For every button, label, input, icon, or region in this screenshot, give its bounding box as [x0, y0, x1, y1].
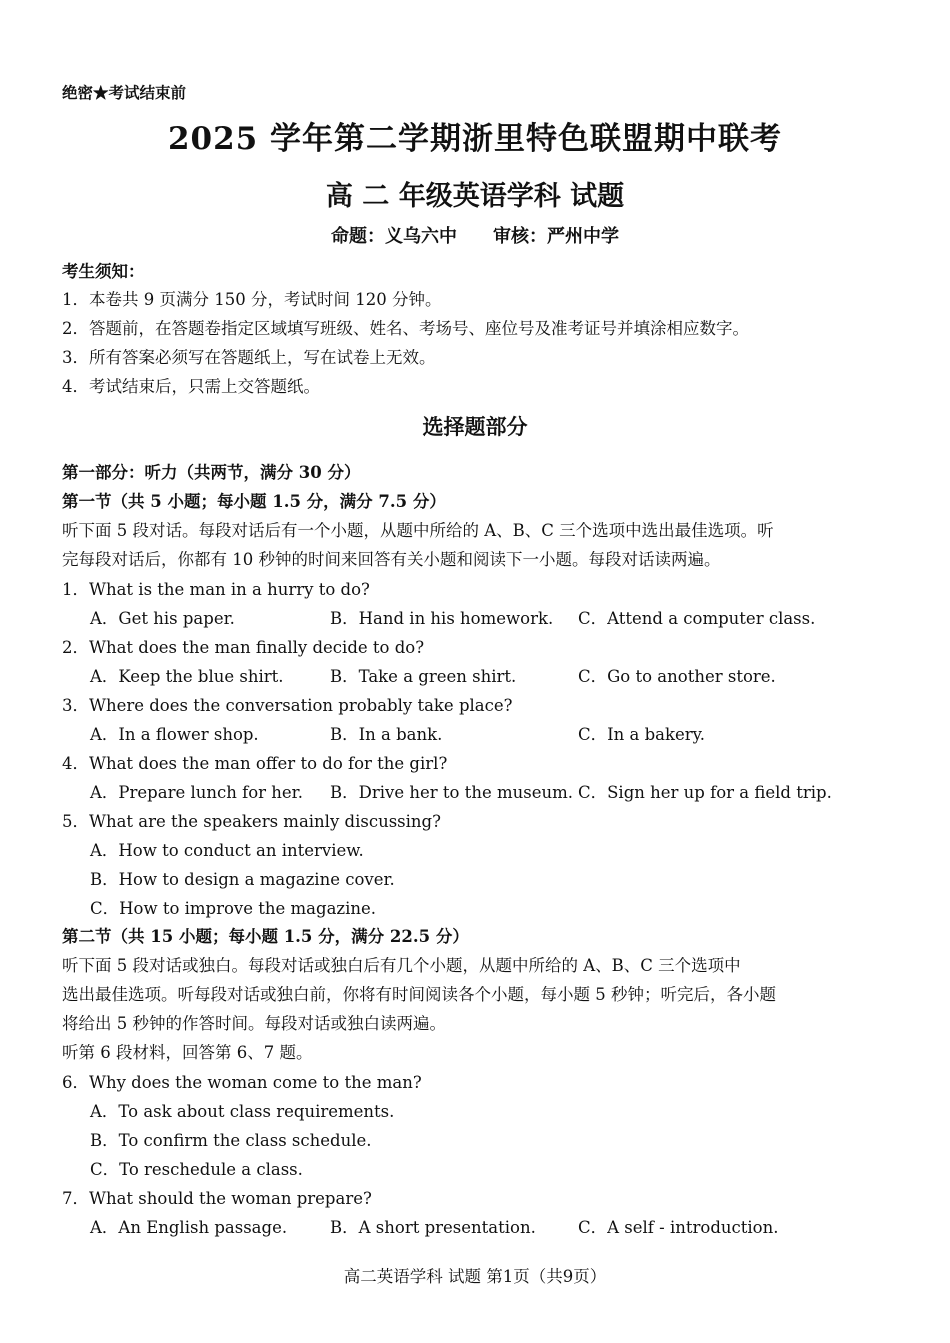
question-stem: 5．What are the speakers mainly discussing? — [62, 812, 441, 831]
notice-item: 2．答题前，在答题卷指定区域填写班级、姓名、考场号、座位号及准考证号并填涂相应数字。 — [62, 319, 749, 338]
exam-credits — [0, 222, 950, 248]
section1-heading: 第一节（共 5 小题；每小题 1.5 分，满分 7.5 分） — [62, 492, 446, 511]
option-c: C．Attend a computer class. — [578, 609, 816, 628]
section1-instruction: 听下面 5 段对话。每段对话后有一个小题，从题中所给的 A、B、C 三个选项中选出最佳选项。听 — [62, 521, 774, 540]
option-b: B．A short presentation. — [330, 1218, 536, 1237]
question-stem: 4．What does the man offer to do for the girl? — [62, 754, 448, 773]
option-b: B．Take a green shirt. — [330, 667, 517, 686]
part1-heading: 第一部分：听力（共两节，满分 30 分） — [62, 463, 361, 482]
option-b: B．To confirm the class schedule. — [90, 1131, 372, 1150]
option-c: C．To reschedule a class. — [90, 1160, 303, 1179]
option-b: B．Drive her to the museum. — [330, 783, 573, 802]
option-c: C．Go to another store. — [578, 667, 776, 686]
notice-item: 3．所有答案必须写在答题纸上，写在试卷上无效。 — [62, 348, 436, 367]
section2-instruction: 将给出 5 秒钟的作答时间。每段对话或独白读两遍。 — [62, 1014, 446, 1033]
option-b: B．How to design a magazine cover. — [90, 870, 395, 889]
section1-instruction: 完每段对话后，你都有 10 秒钟的时间来回答有关小题和阅读下一小题。每段对话读两遍。 — [62, 550, 721, 569]
option-c: C．A self - introduction. — [578, 1218, 779, 1237]
option-c: C．How to improve the magazine. — [90, 899, 377, 918]
option-a: A．To ask about class requirements. — [90, 1102, 395, 1121]
notice-item: 4．考试结束后，只需上交答题纸。 — [62, 377, 320, 396]
question-stem: 1．What is the man in a hurry to do? — [62, 580, 370, 599]
option-a: A．Keep the blue shirt. — [90, 667, 284, 686]
section-title: 选择题部分 — [422, 414, 528, 439]
question-stem: 6．Why does the woman come to the man? — [62, 1073, 422, 1092]
material-note: 听第 6 段材料，回答第 6、7 题。 — [62, 1043, 313, 1062]
reviewer-label: 审核：严州中学 — [493, 226, 619, 247]
option-a: A．An English passage. — [90, 1218, 288, 1237]
exam-subtitle: 高 二 年级英语学科 试题 — [325, 181, 625, 212]
option-a: A．Prepare lunch for her. — [90, 783, 303, 802]
question-stem: 2．What does the man finally decide to do? — [62, 638, 425, 657]
question-stem: 7．What should the woman prepare? — [62, 1189, 372, 1208]
option-a: A．How to conduct an interview. — [90, 841, 364, 860]
option-c: C．Sign her up for a field trip. — [578, 783, 832, 802]
notice-item: 1．本卷共 9 页满分 150 分，考试时间 120 分钟。 — [62, 290, 442, 309]
section2-instruction: 选出最佳选项。听每段对话或独白前，你将有时间阅读各个小题，每小题 5 秒钟；听完后，各小题 — [62, 985, 776, 1004]
option-b: B．In a bank. — [330, 725, 443, 744]
option-a: A．In a flower shop. — [90, 725, 259, 744]
notice-heading: 考生须知： — [62, 262, 145, 281]
page-footer: 高二英语学科 试题 第1页（共9页） — [343, 1267, 607, 1286]
question-stem: 3．Where does the conversation probably take place? — [62, 696, 513, 715]
exam-title: 2025 学年第二学期浙里特色联盟期中联考 — [167, 121, 783, 157]
option-a: A．Get his paper. — [90, 609, 235, 628]
author-label: 命题：义乌六中 — [331, 226, 457, 247]
section2-heading: 第二节（共 15 小题；每小题 1.5 分，满分 22.5 分） — [62, 927, 469, 946]
section2-instruction: 听下面 5 段对话或独白。每段对话或独白后有几个小题，从题中所给的 A、B、C 三个选项中 — [62, 956, 741, 975]
confidential-label: 绝密★考试结束前 — [62, 83, 187, 102]
option-c: C．In a bakery. — [578, 725, 706, 744]
option-b: B．Hand in his homework. — [330, 609, 554, 628]
